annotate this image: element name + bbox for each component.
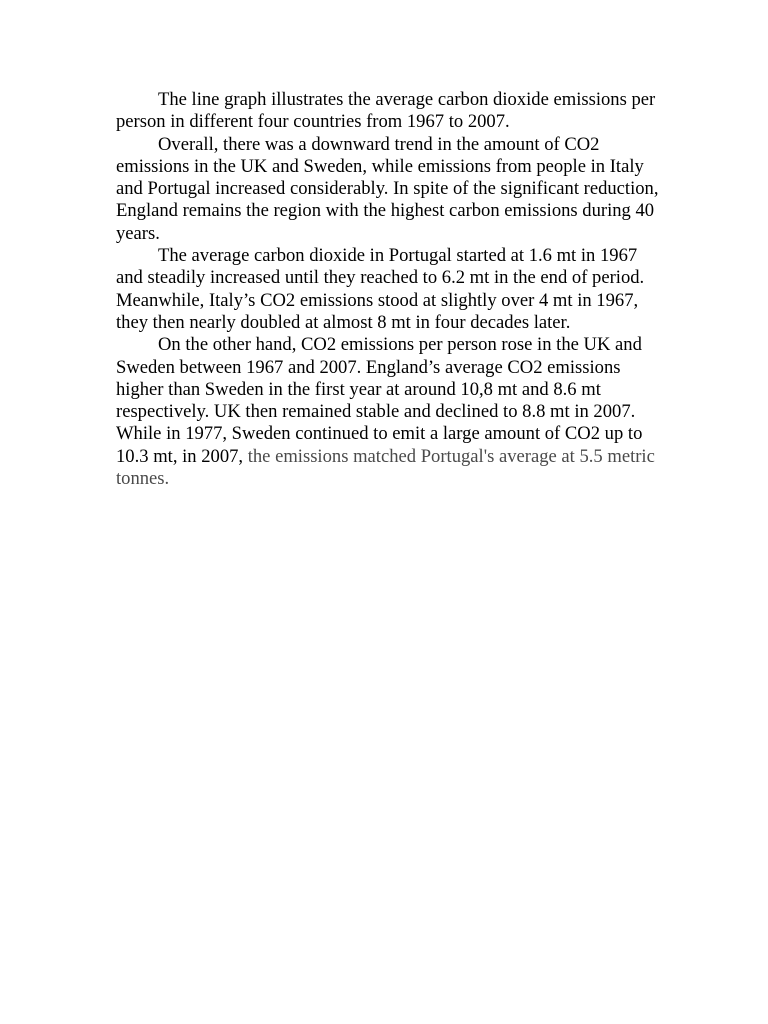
document-body <box>116 89 662 490</box>
paragraph-1 <box>116 89 662 134</box>
paragraph-4 <box>116 334 662 490</box>
paragraph-3-text: The average carbon dioxide in Portugal started at 1.6 mt in 1967 and steadily increased until they reached to 6.2 mt in the end of period. Meanwhile, Italy’s CO2 emissions stood at slightly over 4 mt in 1967, they then nearly doubled at almost 8 mt in four decades later. <box>116 245 645 333</box>
paragraph-2 <box>116 134 662 245</box>
paragraph-1-text: The line graph illustrates the average carbon dioxide emissions per person in different four countries from 1967 to 2007. <box>116 89 656 133</box>
paragraph-2-text: Overall, there was a downward trend in the amount of CO2 emissions in the UK and Sweden, while emissions from people in Italy and Portugal increased considerably. In spite of the significant reduction, England remains the region with the highest carbon emissions during 40 years. <box>116 133 659 244</box>
paragraph-3 <box>116 245 662 334</box>
paragraph-4-tail-text: the emissions matched Portugal's average at 5.5 metric tonnes. <box>116 445 655 490</box>
paragraph-4-text: On the other hand, CO2 emissions per person rose in the UK and Sweden between 1967 and 2007. England’s average CO2 emissions higher than Sweden in the first year at around 10,8 mt and 8.6 mt respectively. UK then remained stable and declined to 8.8 mt in 2007. While in 1977, Sweden continued to emit a large amount of CO2 up to 10.3 mt, in 2007, <box>116 334 643 467</box>
